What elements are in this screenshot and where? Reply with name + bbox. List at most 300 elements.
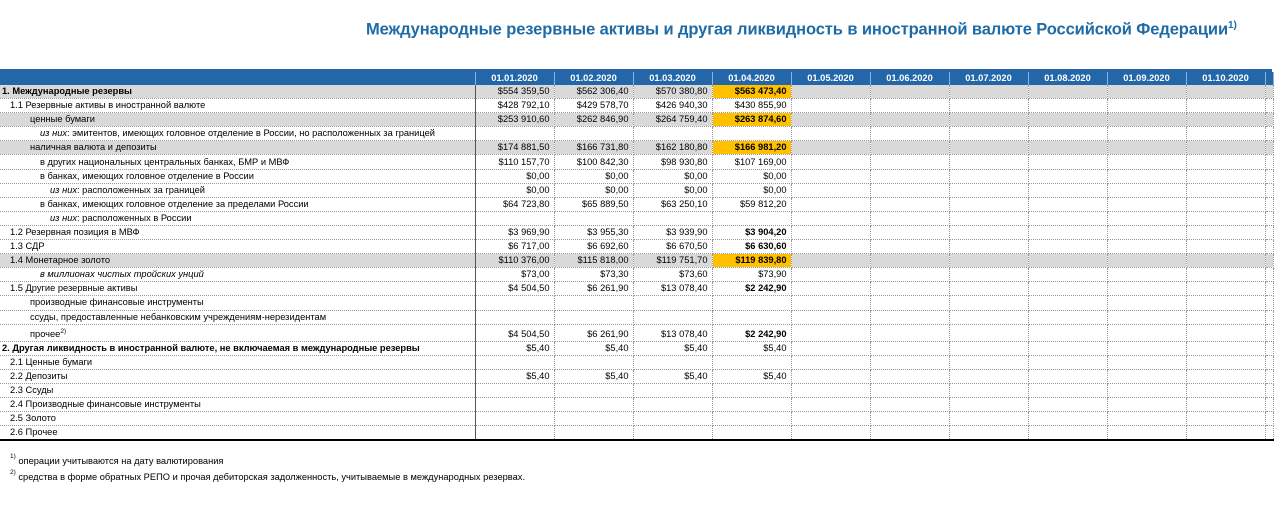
value-cell: $5,40 — [633, 369, 712, 383]
value-cell — [712, 383, 791, 397]
table-row — [0, 113, 1273, 127]
value-cell: $428 792,10 — [475, 99, 554, 113]
header-spacer — [1265, 72, 1273, 85]
value-cell: $4 504,50 — [475, 324, 554, 341]
value-cell: $63 250,10 — [633, 197, 712, 211]
table-row — [0, 127, 1273, 141]
value-cell — [1107, 183, 1186, 197]
value-cell — [870, 211, 949, 225]
value-cell: $73,90 — [712, 268, 791, 282]
column-header: 01.04.2020 — [712, 72, 791, 85]
value-cell — [870, 426, 949, 441]
value-cell: $64 723,80 — [475, 197, 554, 211]
column-header: 01.10.2020 — [1186, 72, 1265, 85]
value-cell — [870, 85, 949, 99]
value-cell — [949, 127, 1028, 141]
row-label-text: наличная валюта и депозиты — [30, 142, 157, 153]
row-label-text: : расположенных за границей — [77, 184, 205, 195]
value-cell — [1107, 310, 1186, 324]
value-cell: $65 889,50 — [554, 197, 633, 211]
value-cell — [1107, 282, 1186, 296]
row-spacer — [1265, 127, 1273, 141]
value-cell — [870, 240, 949, 254]
value-cell: $262 846,90 — [554, 113, 633, 127]
value-cell — [633, 426, 712, 441]
value-cell — [475, 412, 554, 426]
row-label-text: 1.1 Резервные активы в иностранной валюте — [10, 100, 206, 111]
value-cell — [870, 355, 949, 369]
value-cell — [791, 240, 870, 254]
row-spacer — [1265, 254, 1273, 268]
value-cell — [1186, 211, 1265, 225]
value-cell: $166 731,80 — [554, 141, 633, 155]
header-label-cell — [0, 72, 475, 85]
value-cell: $5,40 — [475, 341, 554, 355]
table-row — [0, 183, 1273, 197]
value-cell — [1028, 383, 1107, 397]
value-cell — [791, 155, 870, 169]
row-spacer — [1265, 383, 1273, 397]
value-cell: $2 242,90 — [712, 324, 791, 341]
row-label-text: ссуды, предоставленные небанковским учреждениям-нерезидентам — [30, 311, 327, 322]
value-cell — [712, 426, 791, 441]
value-cell — [1028, 369, 1107, 383]
value-cell — [949, 355, 1028, 369]
value-cell: $0,00 — [475, 183, 554, 197]
row-label-text: 2.5 Золото — [10, 413, 56, 424]
table-row — [0, 197, 1273, 211]
value-cell — [870, 268, 949, 282]
value-cell — [1186, 240, 1265, 254]
row-label-text: ценные бумаги — [30, 114, 95, 125]
value-cell — [554, 127, 633, 141]
value-cell — [1107, 155, 1186, 169]
value-cell — [1028, 341, 1107, 355]
row-spacer — [1265, 310, 1273, 324]
row-label — [0, 240, 475, 254]
column-header: 01.02.2020 — [554, 72, 633, 85]
value-cell — [633, 296, 712, 310]
value-cell — [1028, 85, 1107, 99]
value-cell — [870, 183, 949, 197]
footnote-mark: 2) — [10, 469, 16, 476]
value-cell — [1028, 155, 1107, 169]
value-cell — [1028, 169, 1107, 183]
row-spacer — [1265, 141, 1273, 155]
value-cell — [1186, 355, 1265, 369]
table-row — [0, 211, 1273, 225]
value-cell — [1028, 240, 1107, 254]
value-cell: $0,00 — [554, 169, 633, 183]
value-cell — [949, 197, 1028, 211]
value-cell — [1107, 141, 1186, 155]
table-row — [0, 426, 1273, 441]
value-cell — [712, 355, 791, 369]
row-spacer — [1265, 85, 1273, 99]
column-header: 01.01.2020 — [475, 72, 554, 85]
value-cell — [475, 426, 554, 441]
row-label-text: 2.2 Депозиты — [10, 370, 68, 381]
value-cell — [791, 282, 870, 296]
value-cell — [1028, 127, 1107, 141]
row-label-text: 1.3 СДР — [10, 241, 45, 252]
row-spacer — [1265, 369, 1273, 383]
value-cell — [1107, 296, 1186, 310]
value-cell — [791, 127, 870, 141]
column-header: 01.09.2020 — [1107, 72, 1186, 85]
value-cell: $0,00 — [633, 169, 712, 183]
row-label — [0, 310, 475, 324]
value-cell — [870, 113, 949, 127]
column-header: 01.06.2020 — [870, 72, 949, 85]
column-header: 01.07.2020 — [949, 72, 1028, 85]
value-cell — [633, 355, 712, 369]
row-label-text: в банках, имеющих головное отделение за пределами России — [40, 198, 309, 209]
row-footnote-mark: 2) — [60, 327, 67, 335]
row-label — [0, 197, 475, 211]
value-cell — [475, 127, 554, 141]
table-row — [0, 169, 1273, 183]
value-cell — [949, 85, 1028, 99]
value-cell — [870, 254, 949, 268]
row-label — [0, 113, 475, 127]
value-cell — [1186, 85, 1265, 99]
value-cell — [554, 310, 633, 324]
value-cell — [1107, 426, 1186, 441]
page-title — [366, 20, 1237, 40]
value-cell — [791, 141, 870, 155]
value-cell — [791, 211, 870, 225]
value-cell: $253 910,60 — [475, 113, 554, 127]
value-cell: $263 874,60 — [712, 113, 791, 127]
value-cell — [791, 197, 870, 211]
value-cell — [1107, 197, 1186, 211]
value-cell — [475, 398, 554, 412]
row-label-text: 2.4 Производные финансовые инструменты — [10, 399, 201, 410]
value-cell — [554, 355, 633, 369]
value-cell — [870, 412, 949, 426]
value-cell — [949, 426, 1028, 441]
table-row — [0, 99, 1273, 113]
table-row — [0, 282, 1273, 296]
value-cell: $0,00 — [712, 169, 791, 183]
value-cell — [949, 268, 1028, 282]
value-cell — [870, 369, 949, 383]
value-cell — [1107, 113, 1186, 127]
value-cell — [791, 324, 870, 341]
row-spacer — [1265, 296, 1273, 310]
header-row — [0, 72, 1273, 85]
row-label — [0, 169, 475, 183]
row-spacer — [1265, 197, 1273, 211]
value-cell: $6 261,90 — [554, 282, 633, 296]
row-label — [0, 369, 475, 383]
value-cell: $110 157,70 — [475, 155, 554, 169]
table-row — [0, 324, 1273, 341]
value-cell — [554, 398, 633, 412]
value-cell: $115 818,00 — [554, 254, 633, 268]
row-label-text: 2.1 Ценные бумаги — [10, 356, 93, 367]
value-cell — [791, 113, 870, 127]
row-label — [0, 141, 475, 155]
reserves-table — [0, 72, 1274, 441]
table-row — [0, 141, 1273, 155]
value-cell — [475, 383, 554, 397]
value-cell — [1107, 240, 1186, 254]
value-cell: $119 839,80 — [712, 254, 791, 268]
value-cell — [949, 282, 1028, 296]
table-row — [0, 225, 1273, 239]
column-header: 01.05.2020 — [791, 72, 870, 85]
row-label-text: 1.4 Монетарное золото — [10, 255, 111, 266]
value-cell — [1186, 426, 1265, 441]
row-spacer — [1265, 398, 1273, 412]
value-cell: $554 359,50 — [475, 85, 554, 99]
value-cell — [1186, 99, 1265, 113]
value-cell: $0,00 — [475, 169, 554, 183]
value-cell: $5,40 — [712, 341, 791, 355]
column-header: 01.03.2020 — [633, 72, 712, 85]
value-cell: $430 855,90 — [712, 99, 791, 113]
value-cell: $6 717,00 — [475, 240, 554, 254]
row-label — [0, 254, 475, 268]
value-cell — [870, 225, 949, 239]
row-label — [0, 99, 475, 113]
value-cell — [1028, 355, 1107, 369]
value-cell — [949, 155, 1028, 169]
value-cell — [1028, 99, 1107, 113]
value-cell — [791, 341, 870, 355]
value-cell — [870, 197, 949, 211]
value-cell — [1107, 398, 1186, 412]
value-cell — [1028, 254, 1107, 268]
value-cell: $570 380,80 — [633, 85, 712, 99]
footnote-mark: 1) — [10, 453, 16, 460]
value-cell — [1186, 225, 1265, 239]
value-cell — [633, 127, 712, 141]
value-cell — [791, 254, 870, 268]
table-row — [0, 310, 1273, 324]
value-cell — [1107, 254, 1186, 268]
value-cell: $100 842,30 — [554, 155, 633, 169]
value-cell — [1186, 268, 1265, 282]
value-cell: $0,00 — [633, 183, 712, 197]
value-cell — [1107, 127, 1186, 141]
value-cell — [1107, 324, 1186, 341]
value-cell — [870, 310, 949, 324]
value-cell — [791, 398, 870, 412]
value-cell: $73,30 — [554, 268, 633, 282]
footnote-text: средства в форме обратных РЕПО и прочая дебиторская задолженность, учитываемые в международных резервах. — [18, 472, 526, 482]
value-cell — [1186, 127, 1265, 141]
value-cell — [870, 127, 949, 141]
table-row — [0, 383, 1273, 397]
value-cell — [1107, 211, 1186, 225]
row-spacer — [1265, 211, 1273, 225]
value-cell — [870, 341, 949, 355]
row-label — [0, 282, 475, 296]
value-cell: $4 504,50 — [475, 282, 554, 296]
row-label-text: 1. Международные резервы — [2, 86, 132, 97]
row-label — [0, 341, 475, 355]
value-cell: $5,40 — [633, 341, 712, 355]
value-cell: $110 376,00 — [475, 254, 554, 268]
value-cell — [791, 99, 870, 113]
value-cell — [949, 324, 1028, 341]
table-row — [0, 268, 1273, 282]
value-cell — [791, 412, 870, 426]
value-cell — [949, 141, 1028, 155]
value-cell — [1186, 183, 1265, 197]
value-cell — [1028, 310, 1107, 324]
row-label-emphasis: из них — [40, 128, 68, 139]
value-cell: $166 981,20 — [712, 141, 791, 155]
row-spacer — [1265, 282, 1273, 296]
value-cell — [870, 99, 949, 113]
row-spacer — [1265, 240, 1273, 254]
value-cell — [791, 225, 870, 239]
value-cell: $13 078,40 — [633, 324, 712, 341]
value-cell: $0,00 — [554, 183, 633, 197]
title-footnote-mark: 1) — [1228, 20, 1237, 31]
row-label-emphasis: из них — [50, 212, 78, 223]
value-cell: $563 473,40 — [712, 85, 791, 99]
value-cell: $426 940,30 — [633, 99, 712, 113]
footnote-text: операции учитываются на дату валютирования — [18, 456, 224, 466]
row-spacer — [1265, 355, 1273, 369]
value-cell — [712, 211, 791, 225]
value-cell — [1186, 412, 1265, 426]
value-cell: $5,40 — [475, 369, 554, 383]
row-spacer — [1265, 113, 1273, 127]
value-cell: $6 261,90 — [554, 324, 633, 341]
value-cell — [1028, 268, 1107, 282]
value-cell — [949, 310, 1028, 324]
value-cell — [1107, 355, 1186, 369]
value-cell: $59 812,20 — [712, 197, 791, 211]
table-row — [0, 398, 1273, 412]
value-cell — [1107, 85, 1186, 99]
value-cell — [1028, 324, 1107, 341]
row-spacer — [1265, 225, 1273, 239]
value-cell — [1107, 341, 1186, 355]
value-cell: $3 955,30 — [554, 225, 633, 239]
row-label-text: прочее — [30, 328, 61, 339]
value-cell — [870, 141, 949, 155]
value-cell — [870, 155, 949, 169]
value-cell — [1107, 412, 1186, 426]
value-cell — [475, 355, 554, 369]
value-cell — [791, 383, 870, 397]
value-cell: $264 759,40 — [633, 113, 712, 127]
value-cell — [949, 240, 1028, 254]
value-cell — [1186, 197, 1265, 211]
row-label-emphasis: из них — [50, 184, 78, 195]
value-cell — [712, 412, 791, 426]
row-label — [0, 412, 475, 426]
value-cell: $174 881,50 — [475, 141, 554, 155]
row-label — [0, 426, 475, 441]
value-cell — [870, 296, 949, 310]
value-cell — [1028, 197, 1107, 211]
value-cell — [712, 310, 791, 324]
column-header: 01.08.2020 — [1028, 72, 1107, 85]
value-cell — [949, 211, 1028, 225]
value-cell — [791, 183, 870, 197]
value-cell — [949, 225, 1028, 239]
value-cell — [554, 296, 633, 310]
value-cell — [1028, 398, 1107, 412]
value-cell — [791, 296, 870, 310]
value-cell — [712, 296, 791, 310]
row-label — [0, 383, 475, 397]
value-cell — [712, 127, 791, 141]
row-label-text: 1.5 Другие резервные активы — [10, 283, 138, 294]
value-cell — [1028, 282, 1107, 296]
row-label — [0, 225, 475, 239]
value-cell — [949, 113, 1028, 127]
value-cell — [633, 383, 712, 397]
table-row — [0, 341, 1273, 355]
value-cell — [1107, 169, 1186, 183]
row-label — [0, 85, 475, 99]
value-cell — [1107, 225, 1186, 239]
value-cell — [1186, 282, 1265, 296]
value-cell — [1186, 254, 1265, 268]
value-cell — [1186, 369, 1265, 383]
value-cell — [870, 398, 949, 412]
footnote-2 — [10, 469, 526, 482]
footnote-1 — [10, 453, 224, 466]
value-cell — [1107, 383, 1186, 397]
table-row — [0, 85, 1273, 99]
value-cell — [475, 310, 554, 324]
value-cell — [1028, 211, 1107, 225]
value-cell: $13 078,40 — [633, 282, 712, 296]
value-cell: $162 180,80 — [633, 141, 712, 155]
value-cell — [554, 211, 633, 225]
value-cell: $73,00 — [475, 268, 554, 282]
value-cell — [475, 296, 554, 310]
row-spacer — [1265, 426, 1273, 441]
row-label — [0, 268, 475, 282]
value-cell: $73,60 — [633, 268, 712, 282]
value-cell — [633, 412, 712, 426]
value-cell — [791, 268, 870, 282]
value-cell — [870, 324, 949, 341]
value-cell — [949, 383, 1028, 397]
row-spacer — [1265, 155, 1273, 169]
table-row — [0, 254, 1273, 268]
value-cell — [949, 296, 1028, 310]
value-cell — [1186, 383, 1265, 397]
value-cell — [949, 254, 1028, 268]
value-cell — [1107, 99, 1186, 113]
row-label-text: в миллионах чистых тройских унций — [40, 269, 204, 280]
value-cell — [1186, 398, 1265, 412]
value-cell: $3 969,90 — [475, 225, 554, 239]
value-cell — [1028, 426, 1107, 441]
value-cell — [791, 169, 870, 183]
value-cell — [1186, 296, 1265, 310]
value-cell — [791, 369, 870, 383]
value-cell — [791, 310, 870, 324]
value-cell: $3 904,20 — [712, 225, 791, 239]
row-spacer — [1265, 341, 1273, 355]
row-label-text: : эмитентов, имеющих головное отделение в России, но расположенных за границей — [67, 128, 435, 139]
value-cell — [870, 282, 949, 296]
value-cell — [633, 398, 712, 412]
